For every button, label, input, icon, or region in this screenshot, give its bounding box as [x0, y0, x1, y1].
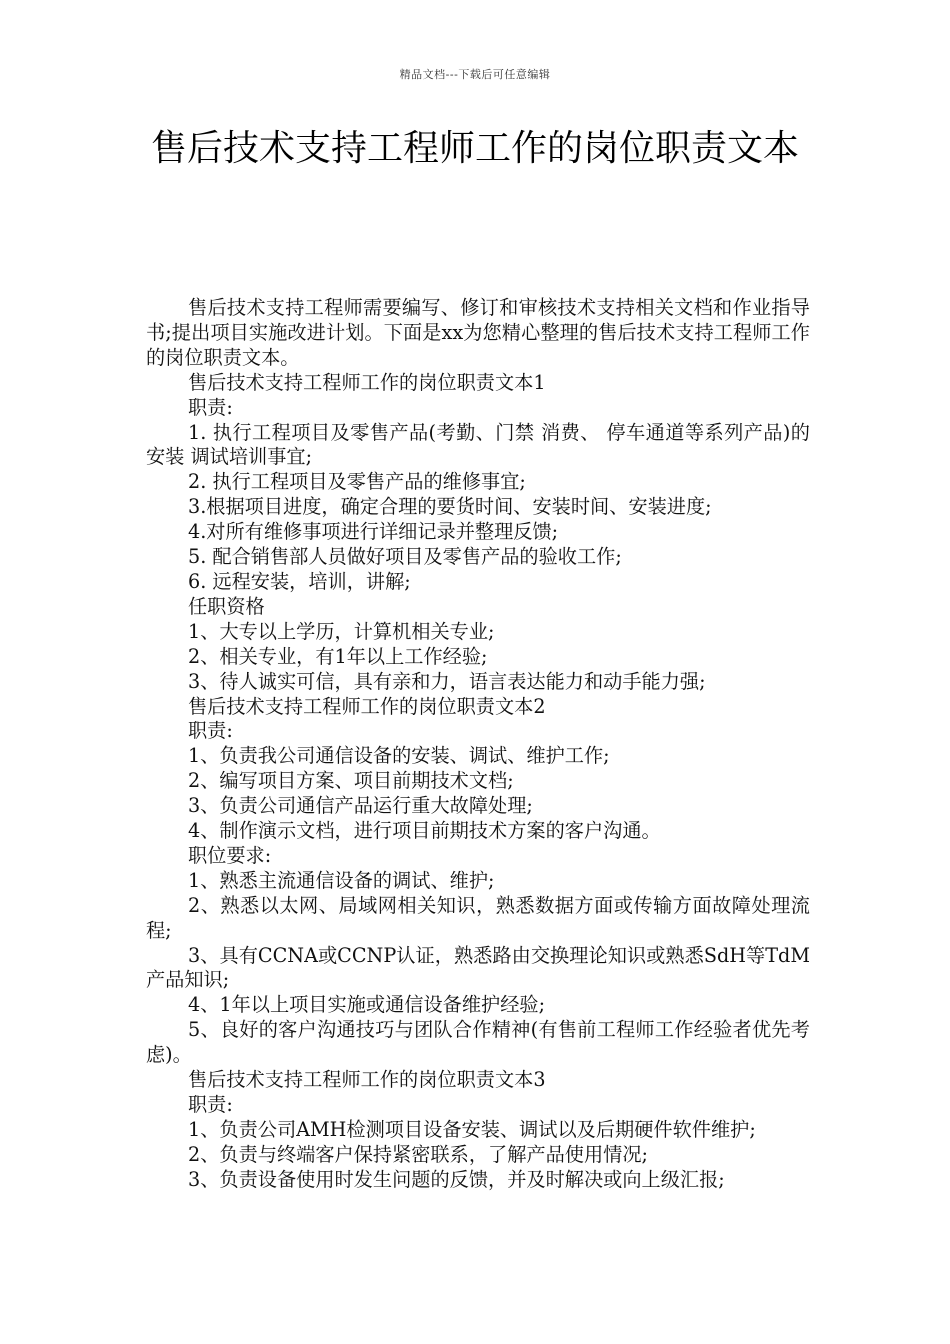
section-heading-2: 售后技术支持工程师工作的岗位职责文本2 [188, 694, 546, 718]
qualifications-heading: 任职资格 [188, 594, 265, 618]
list-item: 2、负责与终端客户保持紧密联系，了解产品使用情况; [188, 1142, 648, 1166]
requirements-heading: 职位要求: [188, 843, 272, 867]
list-item: 6. 远程安装，培训，讲解; [188, 569, 411, 593]
duties-heading-2: 职责: [188, 719, 233, 743]
document-title: 售后技术支持工程师工作的岗位职责文本 [150, 128, 799, 169]
duties-heading-3: 职责: [188, 1093, 233, 1116]
list-item: 5. 配合销售部人员做好项目及零售产品的验收工作; [188, 545, 622, 569]
header-note: 精品文档---下载后可任意编辑 [399, 68, 551, 81]
list-item: 1、大专以上学历，计算机相关专业; [188, 619, 495, 643]
list-item: 3、待人诚实可信，具有亲和力，语言表达能力和动手能力强; [188, 669, 706, 693]
list-item: 1、负责公司AMH检测项目设备安装、调试以及后期硬件软件维护; [188, 1117, 756, 1141]
list-item: 3、具有CCNA或CCNP认证，熟悉路由交换理论知识或熟悉SdH等TdM产品知识; [146, 943, 810, 992]
section-heading-3: 售后技术支持工程师工作的岗位职责文本3 [188, 1068, 546, 1092]
list-item: 1、负责我公司通信设备的安装、调试、维护工作; [188, 744, 610, 768]
list-item: 1. 执行工程项目及零售产品(考勤、门禁 消费、 停车通道等系列产品)的安装 调试培训事宜; [146, 420, 810, 469]
list-item: 3、负责公司通信产品运行重大故障处理; [188, 794, 533, 818]
list-item: 2、熟悉以太网、局域网相关知识，熟悉数据方面或传输方面故障处理流程; [146, 893, 810, 942]
list-item: 2. 执行工程项目及零售产品的维修事宜; [188, 470, 526, 494]
list-item: 5、良好的客户沟通技巧与团队合作精神(有售前工程师工作经验者优先考虑)。 [146, 1018, 810, 1067]
list-item: 2、相关专业，有1年以上工作经验; [188, 644, 488, 668]
list-item: 3、负责设备使用时发生问题的反馈，并及时解决或向上级汇报; [188, 1167, 725, 1191]
list-item: 4、制作演示文档，进行项目前期技术方案的客户沟通。 [188, 819, 661, 843]
list-item: 4、1年以上项目实施或通信设备维护经验; [188, 993, 546, 1017]
section-heading-1: 售后技术支持工程师工作的岗位职责文本1 [188, 370, 546, 394]
list-item: 2、编写项目方案、项目前期技术文档; [188, 769, 514, 793]
list-item: 1、熟悉主流通信设备的调试、维护; [188, 868, 495, 892]
document-body [146, 296, 810, 1193]
list-item: 3.根据项目进度，确定合理的要货时间、安装时间、安装进度; [188, 495, 712, 519]
list-item: 4.对所有维修事项进行详细记录并整理反馈; [188, 520, 559, 544]
intro-paragraph: 售后技术支持工程师需要编写、修订和审核技术支持相关文档和作业指导书;提出项目实施改进计划。下面是xx为您精心整理的售后技术支持工程师工作的岗位职责文本。 [146, 296, 810, 369]
duties-heading-1: 职责: [188, 395, 233, 419]
